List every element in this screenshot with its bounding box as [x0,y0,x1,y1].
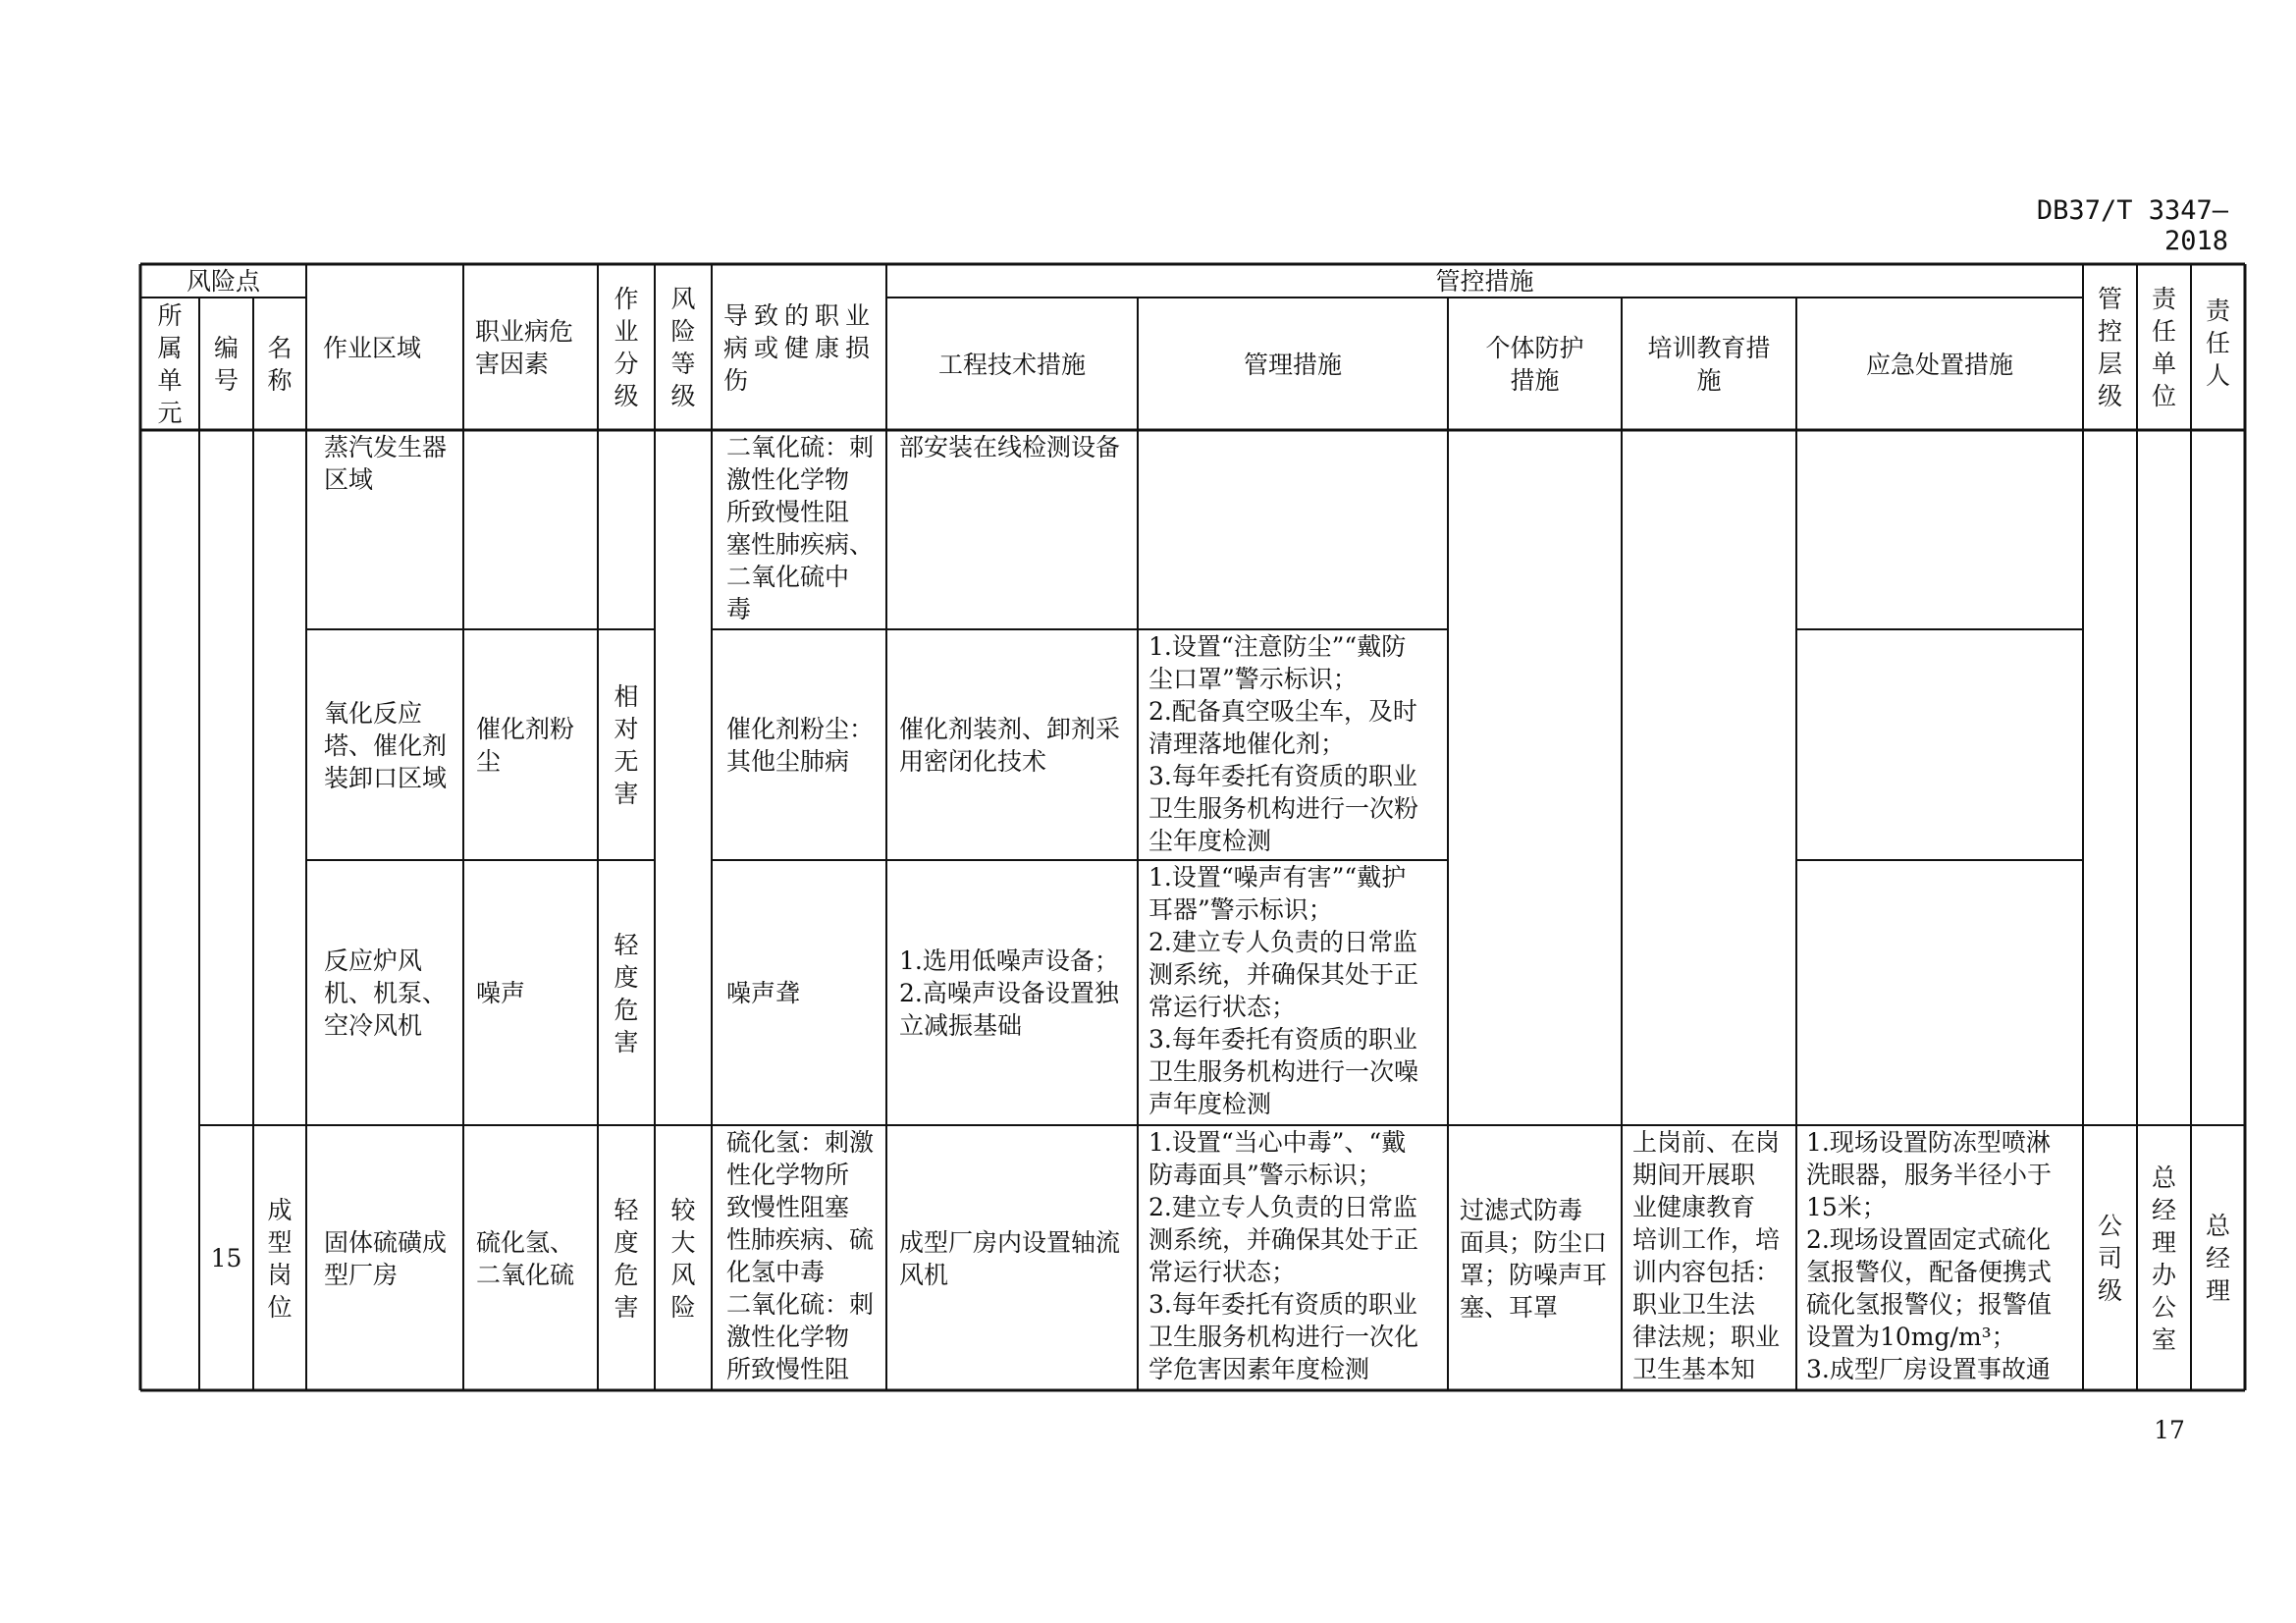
row3-hazard-factor-text: 硫化氢、 二氧化硫 [476,1227,575,1289]
row3-management: 1.设置“当心中毒”、“戴 防毒面具”警示标识； 2.建立专人负责的日常监 测系统，并确保其处于正 常运行状态； 3.每年委托有资质的职业 卫生服务机构进行一次化 学危害因素年度检测 [1148,1128,1419,1383]
header-control-level [2083,265,2137,430]
header-responsible-person: 责 任 人 [2205,297,2230,390]
header-training [1622,298,1796,430]
header-engineering-text: 工程技术措施 [937,350,1086,379]
row3-control-level-text: 公 司 级 [2097,1212,2122,1305]
header-disease-text: 导致的职业 病或健康损 伤 [723,300,877,395]
header-unit [140,298,199,430]
row1-work-class-text: 相 对 无 害 [614,682,639,808]
header-number [199,298,253,430]
header-control-measures: 管控措施 [1435,267,1534,296]
header-risk-level-text: 风 险 等 级 [670,285,696,410]
row1-work-class [598,630,655,860]
row2-disease [726,861,885,1125]
row3-name [253,1126,306,1390]
header-emergency [1796,298,2083,430]
header-ppe-text: 个体防护 措施 [1485,334,1584,395]
header-risk-point: 风险点 [186,267,260,296]
row3-responsible-unit [2137,1126,2191,1390]
header-hazard-factor [463,265,598,430]
row2-work-area-text: 反应炉风 机、机泵、 空冷风机 [324,947,448,1040]
row3-responsible-person [2191,1126,2245,1390]
header-disease [712,265,886,430]
row3-ppe-text: 过滤式防毒 面具；防尘口 罩；防噪声耳 塞、耳罩 [1460,1195,1608,1322]
header-training-text: 培训教育措 施 [1647,334,1771,395]
row2-work-area [324,861,461,1125]
row2-work-class [598,861,655,1125]
row1-management: 1.设置“注意防尘”“戴防 尘口罩”警示标识； 2.配备真空吸尘车，及时 清理落地催化剂； 3.每年委托有资质的职业 卫生服务机构进行一次粉 尘年度检测 [1148,632,1419,855]
row1-engineering [899,630,1137,860]
row2-disease-text: 噪声聋 [726,979,801,1007]
row3-work-class [598,1126,655,1390]
row2-management: 1.设置“噪声有害”“戴护 耳器”警示标识； 2.建立专人负责的日常监 测系统，并确保其处于正 常运行状态； 3.每年委托有资质的职业 卫生服务机构进行一次噪 声年度检测 [1148,863,1419,1118]
page-number: 17 [2154,1416,2185,1444]
row0-engineering: 部安装在线检测设备 [899,433,1121,461]
row0-disease: 二氧化硫：刺 激性化学物 所致慢性阻 塞性肺疾病、 二氧化硫中 毒 [726,433,875,623]
row3-work-area [324,1126,461,1390]
row3-emergency: 1.现场设置防冻型喷淋 洗眼器，服务半径小于 15米； 2.现场设置固定式硫化 氢报警仪，配备便携式 硫化氢报警仪；报警值 设置为10mg/m³； 3.成型厂房设置事故通 [1806,1128,2053,1383]
row3-engineering-text: 成型厂房内设置轴流 风机 [899,1227,1121,1289]
header-management [1138,298,1448,430]
row1-work-area [324,630,461,860]
header-ppe [1448,298,1622,430]
header-work-class-text: 作 业 分 级 [614,285,639,410]
header-unit-text: 所 属 单 元 [157,301,183,427]
header-control-level-text: 管 控 层 级 [2097,285,2122,410]
header-responsible-unit-text: 责 任 单 位 [2151,285,2176,410]
row3-risk-level-text: 较 大 风 险 [670,1195,696,1322]
header-work-area [306,265,463,430]
row0-work-area: 蒸汽发生器 区域 [324,433,448,494]
header-hazard-factor-text: 职业病危 害因素 [475,317,574,378]
row1-disease-text: 催化剂粉尘： 其他尘肺病 [726,715,875,776]
row1-work-area-text: 氧化反应 塔、催化剂 装卸口区域 [324,698,448,792]
header-engineering [886,298,1138,430]
row2-hazard-factor-text: 噪声 [476,979,526,1007]
row3-responsible-unit-text: 总 经 理 办 公 室 [2151,1163,2176,1354]
row2-work-class-text: 轻 度 危 害 [614,930,639,1056]
row3-work-class-text: 轻 度 危 害 [614,1195,639,1322]
row1-hazard-factor [476,630,596,860]
row3-engineering [899,1126,1137,1390]
row2-engineering [899,861,1137,1125]
row3-training: 上岗前、在岗 期间开展职 业健康教育 培训工作，培 训内容包括： 职业卫生法 律法规；职业 卫生基本知 [1632,1128,1781,1383]
row3-control-level [2083,1126,2137,1390]
header-number-text: 编 号 [213,334,239,395]
row3-responsible-person-text: 总 经 理 [2205,1212,2230,1305]
row3-disease: 硫化氢：刺激 性化学物所 致慢性阻塞 性肺疾病、硫 化氢中毒 二氧化硫：刺 激性化学物 所致慢性阻 [726,1128,875,1383]
document-code: DB37/T 3347—2018 [2036,195,2228,256]
row3-number-text: 15 [210,1244,242,1272]
row2-engineering-text: 1.选用低噪声设备； 2.高噪声设备设置独 立减振基础 [899,947,1119,1040]
row2-hazard-factor [476,861,596,1125]
row3-hazard-factor [476,1126,596,1390]
header-responsible-unit [2137,265,2191,430]
row1-engineering-text: 催化剂装剂、卸剂采 用密闭化技术 [899,715,1121,776]
header-emergency-text: 应急处置措施 [1865,350,2013,379]
header-work-area-text: 作业区域 [323,333,422,362]
header-name [253,298,306,430]
header-name-text: 名 称 [267,334,293,395]
row3-risk-level [655,1126,712,1390]
row1-hazard-factor-text: 催化剂粉 尘 [476,715,575,776]
row3-name-text: 成 型 岗 位 [267,1195,293,1322]
row1-disease [726,630,885,860]
row3-ppe [1460,1126,1621,1390]
row3-work-area-text: 固体硫磺成 型厂房 [324,1227,448,1289]
header-management-text: 管理措施 [1243,350,1342,379]
header-work-class [598,265,655,430]
row3-number [199,1126,253,1390]
header-risk-level [655,265,712,430]
